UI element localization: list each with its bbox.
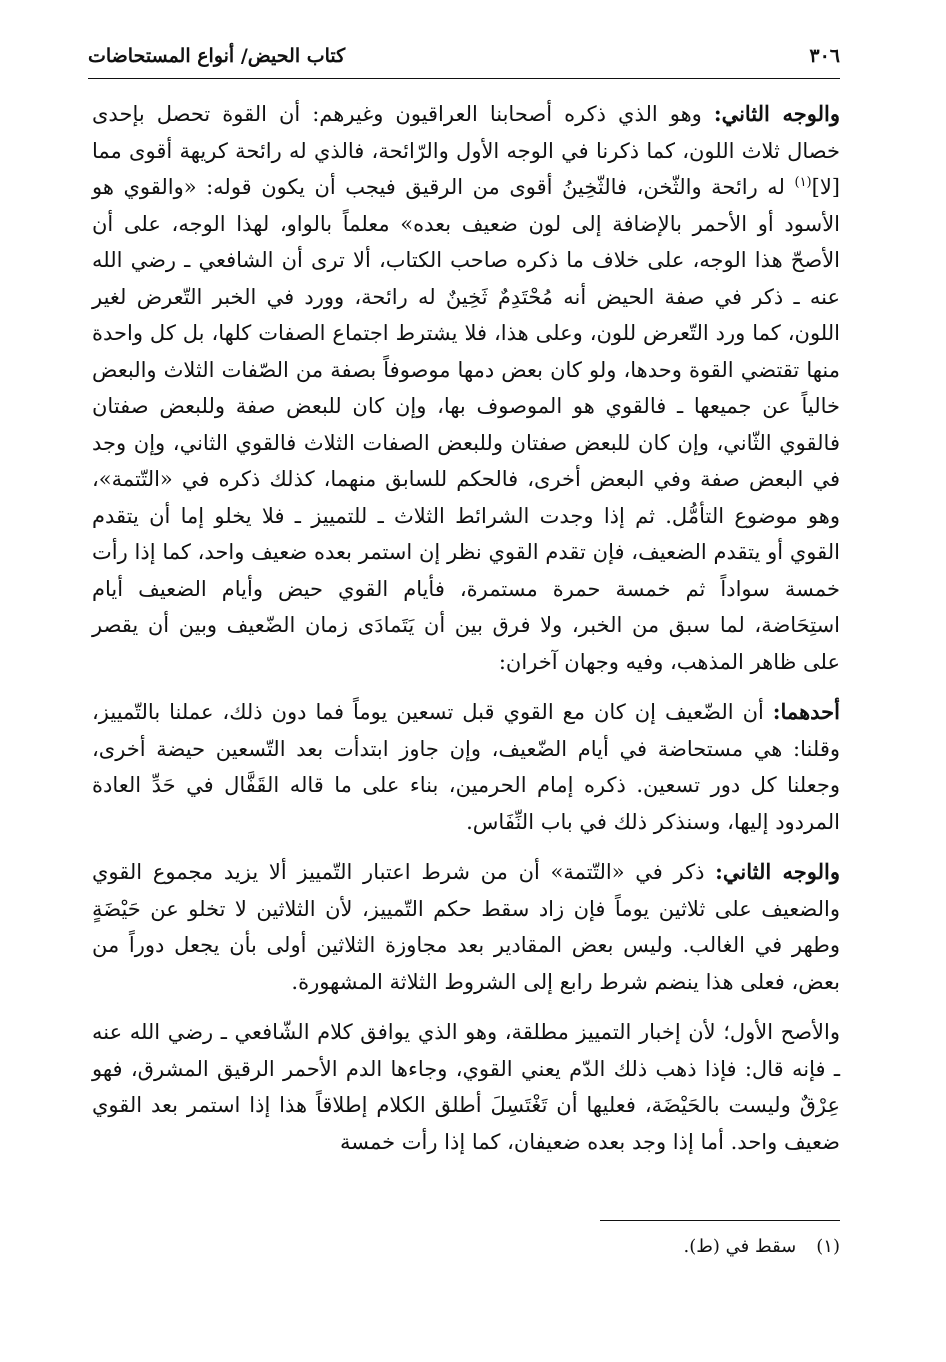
paragraph-lead: أحدهما: bbox=[772, 699, 840, 724]
paragraph-lead: والوجه الثاني: bbox=[713, 101, 840, 126]
paragraph-1 bbox=[92, 96, 840, 680]
paragraph-text: والأصح الأول؛ لأن إخبار التمييز مطلقة، وهو الذي يوافق كلام الشّافعي ـ رضي الله عنه ـ فإنه قال: فإذا ذهب ذلك الدّم يعني القوي، وجاءها الدم الأحمر الرقيق المشرق، فهو عِرْقٌ وليست بالحَيْضَة، فعليها أن تَغْتَسِلَ أطلق الكلام إطلاقاً هذا إذا استمر بعد القوي ضعيف واحد. أما إذا وجد بعده ضعيفان، كما إذا رأت خمسة bbox=[92, 1020, 840, 1154]
footnote-rule bbox=[600, 1220, 840, 1221]
paragraph-text: وهو الذي ذكره أصحابنا العراقيون وغيرهم: أن القوة تحصل بإحدى خصال ثلاث اللون، كما ذكرنا في الوجه الأول والرّائحة، فالذي له رائحة كريهة أقوى مما [لا] bbox=[92, 102, 840, 199]
header-rule bbox=[88, 78, 840, 79]
footnote bbox=[92, 1232, 840, 1262]
body-text bbox=[92, 96, 840, 1174]
footnote-text: سقط في (ط). bbox=[683, 1236, 797, 1257]
footnote-reference[interactable]: (١) bbox=[794, 175, 812, 190]
running-head bbox=[88, 40, 840, 72]
page-number: ٣٠٦ bbox=[809, 45, 840, 67]
paragraph-text: أن الضّعيف إن كان مع القوي قبل تسعين يوماً فما دون ذلك، عملنا بالتّمييز، وقلنا: هي مستحاضة في أيام الضّعيف، وإن جاوز ابتدأت بعد التّسعين حيضة أخرى، وجعلنا كل دور تسعين. ذكره إمام الحرمين، بناء على ما قاله القَفَّال في حَدِّ العادة المردود إليها، وسنذكر ذلك في باب النِّفَاس. bbox=[92, 700, 840, 834]
paragraph-3 bbox=[92, 854, 840, 1000]
running-title: كتاب الحيض/ أنواع المستحاضات bbox=[88, 45, 346, 67]
paragraph-4 bbox=[92, 1014, 840, 1160]
footnote-number: (١) bbox=[816, 1236, 840, 1257]
paragraph-text: ذكر في «التّتمة» أن من شرط اعتبار التّمييز ألا يزيد مجموع القوي والضعيف على ثلاثين يوماً فإن زاد سقط حكم التّمييز، لأن الثلاثين لا تخلو عن حَيْضَةٍ وطهر في الغالب. وليس بعض المقادير بعد مجاوزة الثلاثين أولى بأن يجعل دوراً من بعض، فعلى هذا ينضم شرط رابع إلى الشروط الثلاثة المشهورة. bbox=[92, 860, 840, 994]
paragraph-2 bbox=[92, 694, 840, 840]
paragraph-lead: والوجه الثاني: bbox=[715, 859, 840, 884]
paragraph-text: له رائحة والثّخن، فالثّخِينُ أقوى من الرقيق فيجب أن يكون قوله: «والقوي هو الأسود أو الأحمر بالإضافة إلى لون ضعيف بعده» معلماً بالواو، لهذا الوجه، على أن الأصحّ هذا الوجه، على خلاف ما ذكره صاحب الكتاب، ألا ترى أن الشافعي ـ رضي الله عنه ـ ذكر في صفة الحيض أنه مُحْتَدِمٌ ثَخِينٌ له رائحة، وورد في الخبر التّعرض لغير اللون، كما ورد التّعرض للون، وعلى هذا، فلا يشترط اجتماع الصفات كلها، بل كل واحدة منها تقتضي القوة وحدها، ولو كان بعض دمها موصوفاً بصفة من الصّفات الثلاث والبعض خالياً عن جميعها ـ فالقوي هو الموصوف بها، وإن كان للبعض صفة وللبعض صفتان فالقوي الثّاني، وإن كان للبعض صفتان وللبعض الصفات الثلاث فالقوي الثاني، وإن وجد في البعض صفة وفي البعض أخرى، فالحكم للسابق منهما، كذلك ذكره في «التّتمة»، وهو موضوع التأمُّل. ثم إذا وجدت الشرائط الثلاث ـ للتمييز ـ فلا يخلو إما أن يتقدم القوي أو يتقدم الضعيف، فإن تقدم القوي نظر إن استمر بعده ضعيف واحد، كما إذا رأت خمسة سواداً ثم خمسة حمرة مستمرة، فأيام القوي حيض وأيام الضعيف أيام استِحَاضة، لما سبق من الخبر، ولا فرق بين أن يَتَمادَى زمان الضّعيف وبين أن يقصر على ظاهر المذهب، وفيه وجهان آخران: bbox=[92, 175, 840, 674]
